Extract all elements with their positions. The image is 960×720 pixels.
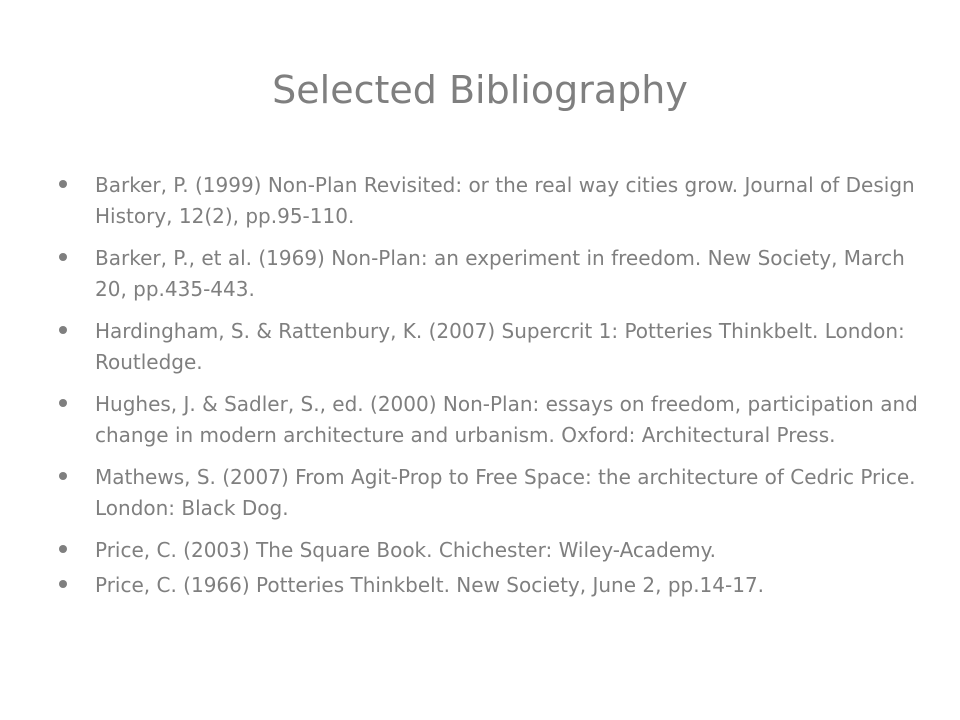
bullet-icon <box>59 253 67 261</box>
slide-title: Selected Bibliography <box>272 68 688 112</box>
bibliography-item <box>95 316 925 378</box>
bibliography-list <box>95 170 925 612</box>
reference-text: Hardingham, S. & Rattenbury, K. (2007) Supercrit 1: Potteries Thinkbelt. London: Routledge. <box>95 319 905 374</box>
reference-text: Barker, P. (1999) Non-Plan Revisited: or the real way cities grow. Journal of Design History, 12(2), pp.95-110. <box>95 173 915 228</box>
reference-text: Price, C. (2003) The Square Book. Chichester: Wiley-Academy. <box>95 538 716 562</box>
bibliography-item <box>95 389 925 451</box>
bibliography-item <box>95 170 925 232</box>
reference-text: Price, C. (1966) Potteries Thinkbelt. New Society, June 2, pp.14-17. <box>95 573 765 597</box>
bullet-icon <box>59 472 67 480</box>
bullet-icon <box>59 326 67 334</box>
reference-text: Hughes, J. & Sadler, S., ed. (2000) Non-Plan: essays on freedom, participation and change in modern architecture and urbanism. Oxford: Architectural Press. <box>95 392 918 447</box>
bibliography-item <box>95 535 925 566</box>
bibliography-item <box>95 243 925 305</box>
bullet-icon <box>59 180 67 188</box>
bullet-icon <box>59 580 67 588</box>
bullet-icon <box>59 545 67 553</box>
bibliography-item <box>95 462 925 524</box>
reference-text: Mathews, S. (2007) From Agit-Prop to Free Space: the architecture of Cedric Price. London: Black Dog. <box>95 465 916 520</box>
bibliography-item <box>95 570 925 601</box>
bullet-icon <box>59 399 67 407</box>
reference-text: Barker, P., et al. (1969) Non-Plan: an experiment in freedom. New Society, March 20, pp.435-443. <box>95 246 905 301</box>
